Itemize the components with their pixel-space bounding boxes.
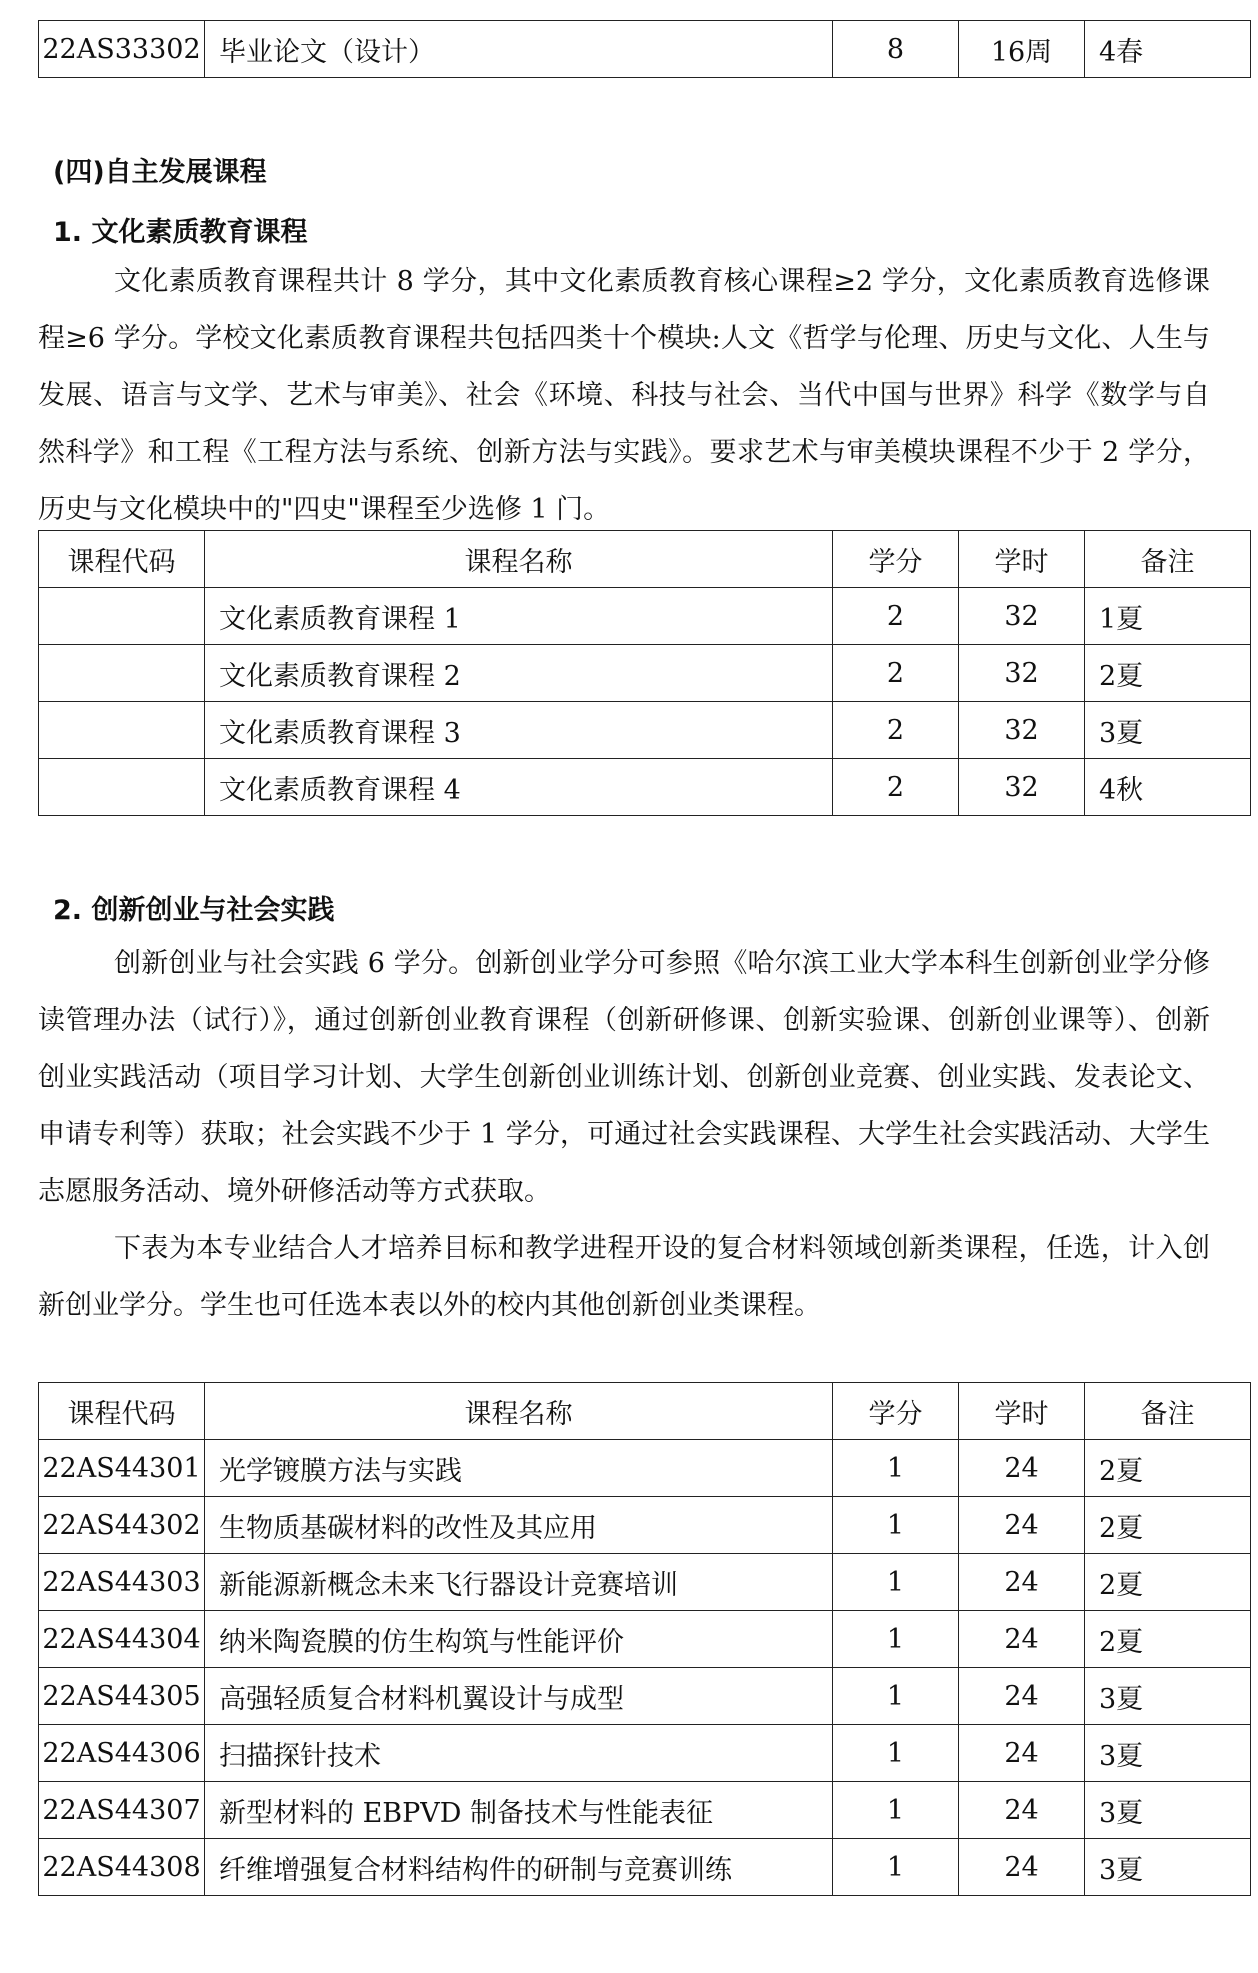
course-name-cell: 纳米陶瓷膜的仿生构筑与性能评价: [205, 1611, 833, 1668]
note-cell: 3夏: [1085, 1782, 1251, 1839]
header-hours: 学时: [959, 531, 1085, 588]
note-cell: 2夏: [1085, 1440, 1251, 1497]
course-code-cell: 22AS44304: [39, 1611, 205, 1668]
note-cell: 1夏: [1085, 588, 1251, 645]
header-note: 备注: [1085, 531, 1251, 588]
section-heading: (四)自主发展课程: [53, 157, 267, 188]
innovation-table-body: [39, 1440, 1251, 1896]
table-row: [39, 645, 1251, 702]
innovation-paragraph-2: 下表为本专业结合人才培养目标和教学进程开设的复合材料领域创新类课程，任选，计入创新创业学分。学生也可任选本表以外的校内其他创新创业类课程。: [38, 1233, 1210, 1321]
credit-cell: 1: [833, 1725, 959, 1782]
course-code-cell: [39, 645, 205, 702]
course-name-cell: 光学镀膜方法与实践: [205, 1440, 833, 1497]
table-row: [39, 1725, 1251, 1782]
course-code-cell: 22AS44305: [39, 1668, 205, 1725]
subsection-heading-culture: 1. 文化素质教育课程: [53, 217, 308, 248]
credit-cell: 1: [833, 1611, 959, 1668]
credit-cell: 1: [833, 1440, 959, 1497]
note-cell: 3夏: [1085, 702, 1251, 759]
table-row: [39, 1611, 1251, 1668]
course-code-cell: 22AS44301: [39, 1440, 205, 1497]
header-row: [39, 531, 1251, 588]
course-code-cell: 22AS33302: [39, 21, 205, 78]
course-code-cell: 22AS44302: [39, 1497, 205, 1554]
table-row: [39, 1782, 1251, 1839]
header-credit: 学分: [833, 1383, 959, 1440]
course-name-cell: 新型材料的 EBPVD 制备技术与性能表征: [205, 1782, 833, 1839]
course-code-cell: 22AS44307: [39, 1782, 205, 1839]
course-code-cell: 22AS44308: [39, 1839, 205, 1896]
top-table-body: [39, 21, 1251, 78]
table-row: [39, 1668, 1251, 1725]
course-name-cell: 高强轻质复合材料机翼设计与成型: [205, 1668, 833, 1725]
header-name: 课程名称: [205, 1383, 833, 1440]
graduation-thesis-table: [38, 20, 1251, 78]
course-code-cell: 22AS44306: [39, 1725, 205, 1782]
credit-cell: 1: [833, 1782, 959, 1839]
course-name-cell: 新能源新概念未来飞行器设计竞赛培训: [205, 1554, 833, 1611]
header-row: [39, 1383, 1251, 1440]
hours-cell: 32: [959, 759, 1085, 816]
header-credit: 学分: [833, 531, 959, 588]
credit-cell: 2: [833, 759, 959, 816]
header-name: 课程名称: [205, 531, 833, 588]
culture-table-body: [39, 588, 1251, 816]
table-row: [39, 21, 1251, 78]
table-row: [39, 1440, 1251, 1497]
course-code-cell: [39, 759, 205, 816]
hours-cell: 24: [959, 1440, 1085, 1497]
credit-cell: 1: [833, 1554, 959, 1611]
credit-cell: 1: [833, 1668, 959, 1725]
hours-cell: 32: [959, 645, 1085, 702]
hours-cell: 24: [959, 1725, 1085, 1782]
hours-cell: 24: [959, 1554, 1085, 1611]
credit-cell: 2: [833, 702, 959, 759]
course-code-cell: 22AS44303: [39, 1554, 205, 1611]
course-code-cell: [39, 702, 205, 759]
culture-course-table: [38, 530, 1251, 816]
hours-cell: 32: [959, 702, 1085, 759]
note-cell: 2夏: [1085, 1497, 1251, 1554]
hours-cell: 32: [959, 588, 1085, 645]
table-row: [39, 702, 1251, 759]
subsection-heading-innovation: 2. 创新创业与社会实践: [53, 895, 335, 926]
note-cell: 3夏: [1085, 1668, 1251, 1725]
note-cell: 4春: [1085, 21, 1251, 78]
innovation-paragraph-1: 创新创业与社会实践 6 学分。创新创业学分可参照《哈尔滨工业大学本科生创新创业学分修读管理办法（试行）》，通过创新创业教育课程（创新研修课、创新实验课、创新创业课等）、创新创业实践活动（项目学习计划、大学生创新创业训练计划、创新创业竞赛、创业实践、发表论文、申请专利等）获取；社会实践不少于 1 学分，可通过社会实践课程、大学生社会实践活动、大学生志愿服务活动、境外研修活动等方式获取。: [38, 948, 1210, 1207]
hours-cell: 24: [959, 1839, 1085, 1896]
table-row: [39, 588, 1251, 645]
course-code-cell: [39, 588, 205, 645]
header-code: 课程代码: [39, 531, 205, 588]
header-code: 课程代码: [39, 1383, 205, 1440]
hours-cell: 24: [959, 1611, 1085, 1668]
course-name-cell: 文化素质教育课程 1: [205, 588, 833, 645]
course-name-cell: 扫描探针技术: [205, 1725, 833, 1782]
course-name-cell: 文化素质教育课程 4: [205, 759, 833, 816]
table-row: [39, 1554, 1251, 1611]
hours-cell: 24: [959, 1668, 1085, 1725]
credit-cell: 2: [833, 645, 959, 702]
credit-cell: 8: [833, 21, 959, 78]
course-name-cell: 纤维增强复合材料结构件的研制与竞赛训练: [205, 1839, 833, 1896]
hours-cell: 24: [959, 1497, 1085, 1554]
hours-cell: 24: [959, 1782, 1085, 1839]
note-cell: 2夏: [1085, 645, 1251, 702]
note-cell: 3夏: [1085, 1725, 1251, 1782]
header-hours: 学时: [959, 1383, 1085, 1440]
note-cell: 4秋: [1085, 759, 1251, 816]
innovation-course-table: [38, 1382, 1251, 1896]
note-cell: 2夏: [1085, 1554, 1251, 1611]
course-name-cell: 文化素质教育课程 3: [205, 702, 833, 759]
table-row: [39, 1839, 1251, 1896]
table-row: [39, 759, 1251, 816]
credit-cell: 2: [833, 588, 959, 645]
course-name-cell: 毕业论文（设计）: [205, 21, 833, 78]
hours-cell: 16周: [959, 21, 1085, 78]
culture-table-header: [39, 531, 1251, 588]
header-note: 备注: [1085, 1383, 1251, 1440]
note-cell: 3夏: [1085, 1839, 1251, 1896]
course-name-cell: 生物质基碳材料的改性及其应用: [205, 1497, 833, 1554]
course-name-cell: 文化素质教育课程 2: [205, 645, 833, 702]
note-cell: 2夏: [1085, 1611, 1251, 1668]
innovation-table-header: [39, 1383, 1251, 1440]
culture-paragraph: 文化素质教育课程共计 8 学分，其中文化素质教育核心课程≥2 学分，文化素质教育选修课程≥6 学分。学校文化素质教育课程共包括四类十个模块:人文《哲学与伦理、历史与文化、人生与发展、语言与文学、艺术与审美》、社会《环境、科技与社会、当代中国与世界》科学《数学与自然科学》和工程《工程方法与系统、创新方法与实践》。要求艺术与审美模块课程不少于 2 学分，历史与文化模块中的"四史"课程至少选修 1 门。: [38, 266, 1210, 525]
table-row: [39, 1497, 1251, 1554]
credit-cell: 1: [833, 1497, 959, 1554]
credit-cell: 1: [833, 1839, 959, 1896]
